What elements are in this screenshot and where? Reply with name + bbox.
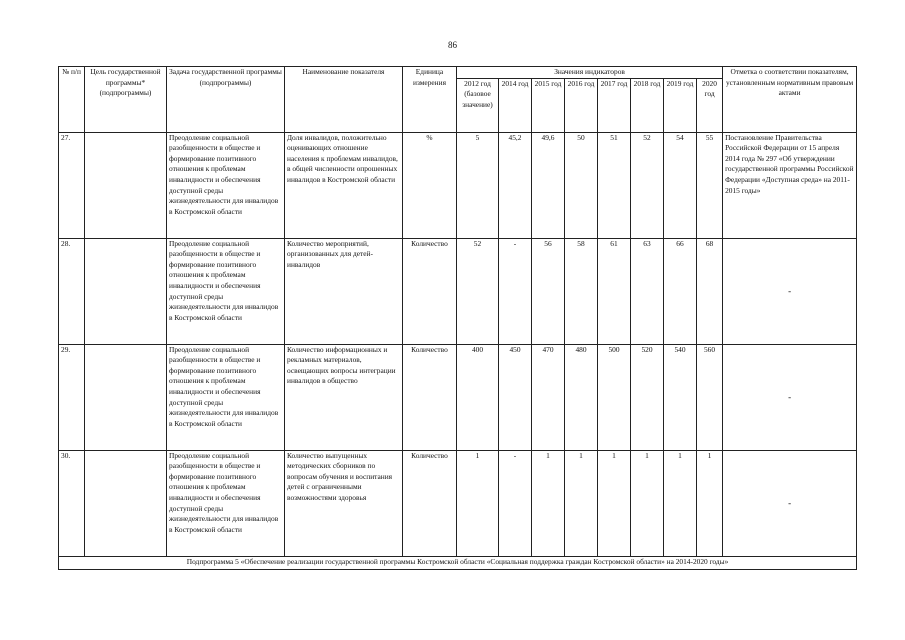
row-unit: % (403, 132, 457, 238)
row-unit: Количество (403, 450, 457, 556)
row-note: - (723, 238, 857, 344)
row-value: 1 (697, 450, 723, 556)
row-indicator: Количество информационных и рекламных материалов, освещающих вопросы интеграции инвалидов в общество (285, 344, 403, 450)
header-indicator: Наименование показателя (285, 67, 403, 133)
page-number: 86 (448, 40, 457, 50)
row-note: Постановление Правительства Российской Федерации от 15 апреля 2014 года № 297 «Об утверждении государственной программы Российской Федерации «Доступная среда» на 2011-2015 годы» (723, 132, 857, 238)
row-value: 480 (565, 344, 598, 450)
row-unit: Количество (403, 238, 457, 344)
header-goal: Цель государственной программы* (подпрограммы) (85, 67, 167, 133)
header-year: 2015 год (532, 78, 565, 132)
row-indicator: Количество мероприятий, организованных для детей-инвалидов (285, 238, 403, 344)
header-values-group: Значения индикаторов (457, 67, 723, 79)
header-unit: Единица измерения (403, 67, 457, 133)
header-row (59, 67, 857, 79)
header-year: 2017 год (598, 78, 631, 132)
row-value: 1 (565, 450, 598, 556)
row-value: 54 (664, 132, 697, 238)
row-value: 5 (457, 132, 499, 238)
row-value: 400 (457, 344, 499, 450)
header-year: 2016 год (565, 78, 598, 132)
row-num: 30. (59, 450, 85, 556)
row-value: 49,6 (532, 132, 565, 238)
header-year: 2019 год (664, 78, 697, 132)
row-note: - (723, 344, 857, 450)
row-task: Преодоление социальной разобщенности в обществе и формирование позитивного отношения к проблемам инвалидности и обеспечения доступной среды жизнедеятельности для инвалидов в Костромской области (167, 450, 285, 556)
row-num: 27. (59, 132, 85, 238)
row-value: 61 (598, 238, 631, 344)
row-num: 28. (59, 238, 85, 344)
header-year: 2018 год (631, 78, 664, 132)
table-row (59, 344, 857, 450)
row-task: Преодоление социальной разобщенности в обществе и формирование позитивного отношения к проблемам инвалидности и обеспечения доступной среды жизнедеятельности для инвалидов в Костромской области (167, 132, 285, 238)
row-value: 1 (532, 450, 565, 556)
row-value: 1 (631, 450, 664, 556)
row-value: 52 (457, 238, 499, 344)
row-value: 1 (664, 450, 697, 556)
row-value: 560 (697, 344, 723, 450)
row-value: 45,2 (499, 132, 532, 238)
row-note: - (723, 450, 857, 556)
header-year: 2012 год (базовое значение) (457, 78, 499, 132)
header-task: Задача государственной программы (подпрограммы) (167, 67, 285, 133)
row-goal (85, 238, 167, 344)
header-num: № п/п (59, 67, 85, 133)
table-row (59, 238, 857, 344)
row-value: - (499, 450, 532, 556)
row-task: Преодоление социальной разобщенности в обществе и формирование позитивного отношения к проблемам инвалидности и обеспечения доступной среды жизнедеятельности для инвалидов в Костромской области (167, 238, 285, 344)
row-goal (85, 450, 167, 556)
subprogram-row (59, 556, 857, 569)
row-indicator: Доля инвалидов, положительно оценивающих отношение населения к проблемам инвалидов, в общей численности опрошенных инвалидов в Костромской области (285, 132, 403, 238)
row-num: 29. (59, 344, 85, 450)
row-value: 66 (664, 238, 697, 344)
row-unit: Количество (403, 344, 457, 450)
subprogram-title: Подпрограмма 5 «Обеспечение реализации государственной программы Костромской области «Социальная поддержка граждан Костромской области» на 2014-2020 годы» (59, 556, 857, 569)
row-value: - (499, 238, 532, 344)
row-value: 55 (697, 132, 723, 238)
row-value: 63 (631, 238, 664, 344)
row-value: 470 (532, 344, 565, 450)
row-value: 500 (598, 344, 631, 450)
row-value: 450 (499, 344, 532, 450)
indicators-table (58, 66, 857, 570)
row-value: 58 (565, 238, 598, 344)
row-indicator: Количество выпущенных методических сборников по вопросам обучения и воспитания детей с ограниченными возможностями здоровья (285, 450, 403, 556)
header-year: 2014 год (499, 78, 532, 132)
row-value: 520 (631, 344, 664, 450)
row-task: Преодоление социальной разобщенности в обществе и формирование позитивного отношения к проблемам инвалидности и обеспечения доступной среды жизнедеятельности для инвалидов в Костромской области (167, 344, 285, 450)
row-value: 50 (565, 132, 598, 238)
row-value: 1 (457, 450, 499, 556)
header-note: Отметка о соответствии показателям, установленным нормативным правовым актами (723, 67, 857, 133)
row-value: 51 (598, 132, 631, 238)
table-row (59, 450, 857, 556)
row-value: 52 (631, 132, 664, 238)
row-goal (85, 132, 167, 238)
row-value: 56 (532, 238, 565, 344)
row-value: 1 (598, 450, 631, 556)
row-value: 540 (664, 344, 697, 450)
row-value: 68 (697, 238, 723, 344)
header-year: 2020 год (697, 78, 723, 132)
table-row (59, 132, 857, 238)
row-goal (85, 344, 167, 450)
